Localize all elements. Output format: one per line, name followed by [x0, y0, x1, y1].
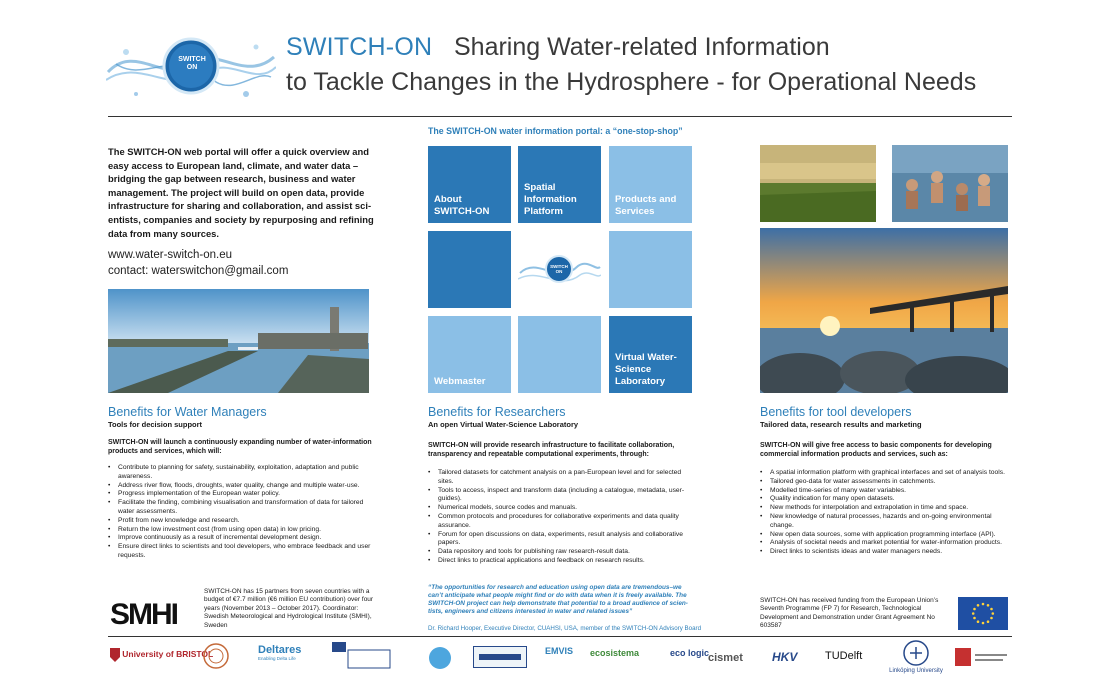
list-item: • Analysis of societal needs and market potential for water-information products.: [760, 539, 1012, 548]
list-item: • Progress implementation of the European water policy.: [108, 490, 378, 499]
list-item: • Numerical models, source codes and manuals.: [428, 504, 698, 513]
hkv-logo: HKV: [772, 650, 798, 664]
tile-spatial-platform[interactable]: [518, 146, 601, 223]
researchers-lead: SWITCH-ON will provide research infrastructure to facilitate collaboration, transparency and repeatable computational experiments, through:: [428, 442, 675, 459]
eu-flag-icon: [958, 597, 1008, 630]
deltares-tagline: Enabling Delta Life: [258, 656, 296, 661]
tile-blank-bottom: [518, 316, 601, 393]
list-item: • Address river flow, floods, droughts, water quality, change and multiple water-use.: [108, 482, 378, 491]
tu-logo-icon: [332, 642, 392, 672]
tile-center-logo: [518, 231, 601, 308]
tile-blank-left: [428, 231, 511, 308]
list-item: • New methods for interpolation and extrapolation in time and space.: [760, 504, 1012, 513]
logo-text: SWITCH ON: [178, 56, 206, 71]
water-managers-title: Benefits for Water Managers: [108, 405, 267, 419]
center-logo-text: SWITCH ON: [550, 264, 568, 274]
partner-box-icon: [473, 646, 527, 670]
list-item: • Forum for open discussions on data, experiments, result analysis and collaborative papers.: [428, 531, 698, 549]
intro-text: The SWITCH-ON web portal will offer a quick overview and easy access to European land, climate, and water data – bridging the gap between research, business and water management. The project will build on open data, provide infrastructure for sharing and collaboration, and assist sci-entists, companies and society by repurposing and refining data from many sources.: [108, 146, 374, 239]
bridge-sunset-photo: [760, 228, 1008, 393]
smhi-logo: SMHI: [110, 598, 177, 631]
brand-title: SWITCH-ON: [286, 33, 433, 61]
list-item: • Tools to access, inspect and transform data (including a catalogue, metadata, user-guides).: [428, 487, 698, 505]
list-item: • Common protocols and procedures for collaborative experiments and data quality assurance.: [428, 513, 698, 531]
linkoping-logo: [886, 640, 946, 674]
tile-about[interactable]: [428, 146, 511, 223]
funding-notice: SWITCH-ON has received funding from the European Union’s Seventh Programme (FP 7) for Research, Technological Development and Demonstration under Grant Agreement No 603587: [760, 597, 939, 630]
list-item: • New knowledge of natural processes, hazards and on-going environmental change.: [760, 513, 1012, 531]
tool-developers-bullets: [760, 469, 1012, 557]
cismet-logo: cismet: [708, 652, 743, 664]
partner-blue-circle-icon: [428, 646, 452, 672]
list-item: • Facilitate the finding, combining visualisation and transformation of data for tailored water assessments.: [108, 499, 378, 517]
project-summary: SWITCH-ON has 15 partners from seven countries with a budget of €7.7 million (€6 million EU contribution) over four years (November 2013 – October 2017). Coordinator: Swedish Meteorological and Hydrological Institute (SMHI), Sweden: [204, 588, 374, 629]
list-item: • New open data sources, some with application programming interface (API).: [760, 531, 1012, 540]
website-link[interactable]: www.water-switch-on.eu: [108, 249, 232, 261]
bristol-name: University of BRISTOL: [122, 649, 214, 660]
tile-webmaster-label: Webmaster: [434, 376, 486, 387]
portal-title: The SWITCH-ON water information portal: a “one-stop-shop”: [428, 126, 683, 136]
children-swimming-photo: [892, 145, 1008, 222]
tudelft-logo: TUDelft: [825, 650, 863, 662]
researchers-title: Benefits for Researchers: [428, 405, 566, 419]
linkoping-name: Linköping University: [889, 668, 943, 674]
fondazione-logo-icon: [955, 648, 1009, 668]
quote-author: Dr. Richard Hooper, Executive Director, CUAHSI, USA, member of the SWITCH-ON Advisory Board: [428, 625, 702, 632]
researchers-subtitle: An open Virtual Water-Science Laboratory: [428, 420, 579, 429]
tile-spatial-label: Spatial Information Platform: [524, 182, 577, 217]
tool-developers-lead: SWITCH-ON will give free access to basic components for developing commercial information products and services, such as:: [760, 442, 992, 459]
tile-webmaster[interactable]: [428, 316, 511, 393]
field-photo: [760, 145, 876, 222]
list-item: • Quality indication for many open datasets.: [760, 495, 1012, 504]
list-item: • Profit from new knowledge and research.: [108, 517, 378, 526]
list-item: • Data repository and tools for publishing raw research-result data.: [428, 548, 698, 557]
contact-email[interactable]: contact: waterswitchon@gmail.com: [108, 265, 289, 277]
researchers-bullets: [428, 469, 698, 566]
list-item: • Tailored datasets for catchment analysis on a pan-European level and for selected sites.: [428, 469, 698, 487]
switch-on-logo: [106, 22, 276, 110]
footer-divider: [108, 636, 1012, 637]
deltares-logo: [258, 644, 301, 661]
title-line-2: to Tackle Changes in the Hydrosphere - for Operational Needs: [286, 68, 977, 96]
tile-products-label: Products and Services: [615, 194, 677, 217]
tile-blank-right: [609, 231, 692, 308]
tile-virtual-label: Virtual Water- Science Laboratory: [615, 352, 677, 387]
water-managers-subtitle: Tools for decision support: [108, 420, 203, 429]
advisory-quote: “The opportunities for research and education using open data are tremendous–we can’t anticipate what people might find or do with data when it is freely available. The SWITCH-ON project can help demonstrate that potential to a broad audience of scien-tists, engineers and citizens interested in water and related issues”: [428, 584, 688, 615]
title-line-1: Sharing Water-related Information: [454, 33, 830, 61]
water-managers-lead: SWITCH-ON will launch a continuously expanding number of water-information products and services, which will:: [108, 439, 372, 456]
water-managers-bullets: [108, 464, 378, 561]
list-item: • Contribute to planning for safety, sustainability, exploitation, adaptation and public awareness.: [108, 464, 378, 482]
tile-products-services[interactable]: [609, 146, 692, 223]
tile-about-label: About SWITCH-ON: [434, 194, 490, 217]
list-item: • Direct links to practical applications and feedback on research results.: [428, 557, 698, 566]
university-seal-icon: [203, 643, 229, 671]
bristol-logo: [110, 648, 213, 662]
ecologic-logo: eco logic: [670, 648, 710, 658]
list-item: • Improve continuously as a result of incremental development design.: [108, 534, 378, 543]
tool-developers-title: Benefits for tool developers: [760, 405, 912, 419]
list-item: • Modelled time-series of many water variables.: [760, 487, 1012, 496]
emvis-logo: EMVIS: [545, 646, 574, 656]
tool-developers-subtitle: Tailored data, research results and marketing: [760, 420, 922, 429]
harbour-city-photo: [108, 289, 369, 393]
ecosistema-logo: ecosistema: [590, 648, 640, 658]
list-item: • Ensure direct links to scientists and tool developers, who embrace feedback and user requests.: [108, 543, 378, 561]
list-item: • Tailored geo-data for water assessments in catchments.: [760, 478, 1012, 487]
tile-virtual-lab[interactable]: [609, 316, 692, 393]
header-divider: [108, 116, 1012, 117]
deltares-name: Deltares: [258, 644, 302, 656]
list-item: • Direct links to scientists ideas and water managers needs.: [760, 548, 1012, 557]
list-item: • Return the low investment cost (from using open data) in low pricing.: [108, 526, 378, 535]
list-item: • A spatial information platform with graphical interfaces and set of analysis tools.: [760, 469, 1012, 478]
